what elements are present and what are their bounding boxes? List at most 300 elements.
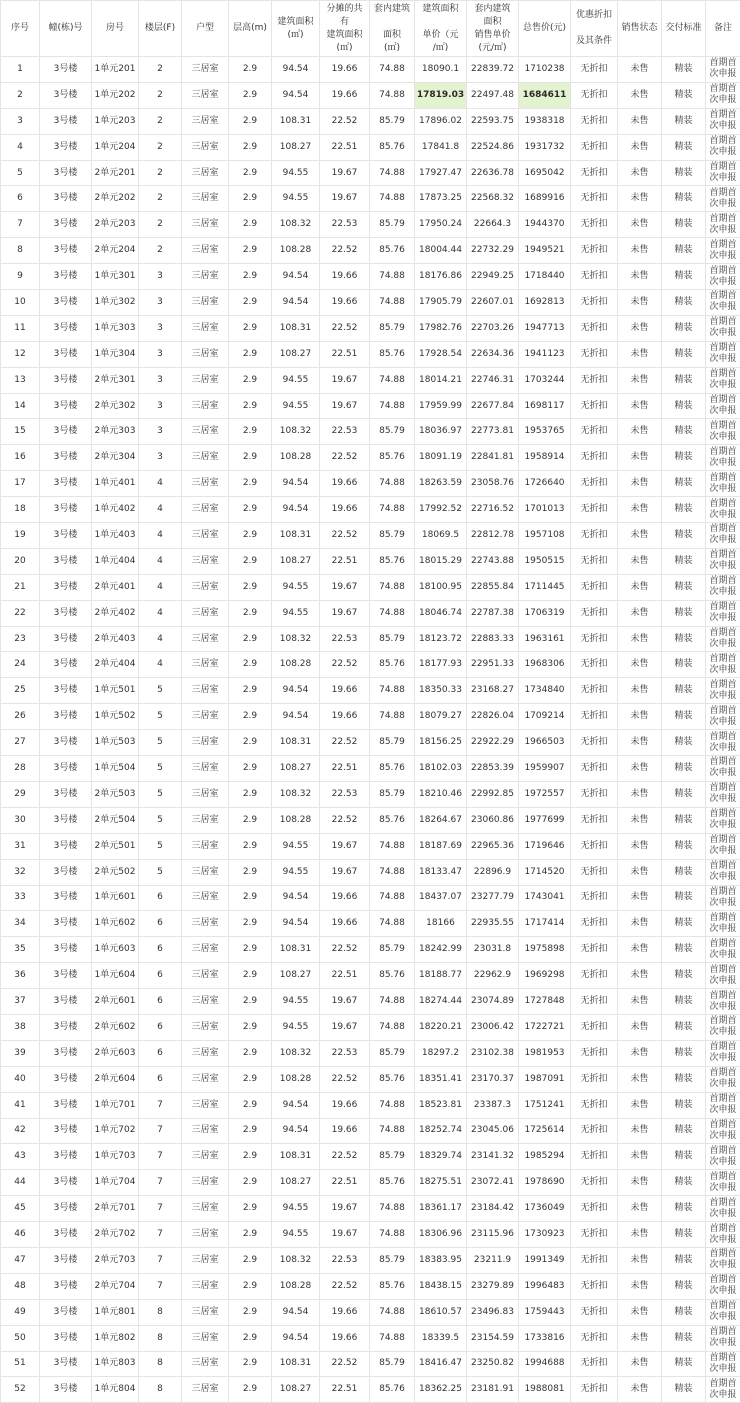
col-building-cell: 3号楼 (40, 807, 92, 833)
col-floor-cell: 2 (139, 212, 182, 238)
col-inner-unit-price-cell: 22746.31 (467, 367, 519, 393)
col-floor-height-cell: 2.9 (229, 1196, 272, 1222)
col-floor-cell: 5 (139, 807, 182, 833)
col-floor-cell: 3 (139, 393, 182, 419)
col-floor-cell: 7 (139, 1144, 182, 1170)
col-sale-status-cell: 未售 (618, 186, 662, 212)
col-floor-cell: 5 (139, 859, 182, 885)
col-shared-area-cell: 19.67 (320, 393, 370, 419)
col-delivery-cell: 精装 (662, 1273, 706, 1299)
col-remarks-cell: 首期首次申报 (706, 134, 740, 160)
col-gross-area-cell: 94.55 (272, 859, 320, 885)
col-shared-area-cell: 19.67 (320, 367, 370, 393)
col-total-price-cell: 1966503 (519, 730, 571, 756)
col-delivery-cell: 精装 (662, 315, 706, 341)
col-inner-area-cell: 85.76 (370, 1377, 415, 1403)
col-building-cell: 3号楼 (40, 186, 92, 212)
table-row (1, 1170, 740, 1196)
col-total-price-cell: 1701013 (519, 497, 571, 523)
col-shared-area-cell: 22.52 (320, 730, 370, 756)
col-floor-cell: 3 (139, 445, 182, 471)
table-row (1, 445, 740, 471)
col-sale-status-cell: 未售 (618, 704, 662, 730)
col-inner-unit-price-cell: 22524.86 (467, 134, 519, 160)
col-unit-price-cell: 17896.02 (415, 108, 467, 134)
col-shared-area-cell: 19.67 (320, 600, 370, 626)
col-gross-area-cell: 94.54 (272, 290, 320, 316)
header-row (1, 1, 740, 57)
col-inner-area-cell: 74.88 (370, 290, 415, 316)
col-shared-area-cell: 19.66 (320, 678, 370, 704)
col-remarks-cell: 首期首次申报 (706, 1092, 740, 1118)
col-floor-cell: 6 (139, 1066, 182, 1092)
col-discount-cell: 无折扣 (571, 807, 618, 833)
col-total-price-cell: 1698117 (519, 393, 571, 419)
col-unit-price-cell: 18252.74 (415, 1118, 467, 1144)
col-gross-area-cell: 94.55 (272, 367, 320, 393)
header-text: 分摊的共 (320, 3, 369, 16)
table-row (1, 160, 740, 186)
col-discount-cell: 无折扣 (571, 574, 618, 600)
col-remarks-cell: 首期首次申报 (706, 626, 740, 652)
col-delivery-cell: 精装 (662, 937, 706, 963)
col-floor-cell: 3 (139, 341, 182, 367)
col-layout-cell: 三居室 (182, 1247, 229, 1273)
col-gross-area-cell: 108.32 (272, 781, 320, 807)
col-inner-area-cell: 85.79 (370, 626, 415, 652)
col-remarks-cell: 首期首次申报 (706, 1222, 740, 1248)
col-inner-area-cell: 85.76 (370, 134, 415, 160)
col-sale-status-cell: 未售 (618, 1092, 662, 1118)
col-sale-status-cell: 未售 (618, 756, 662, 782)
col-remarks-cell: 首期首次申报 (706, 833, 740, 859)
col-inner-unit-price-cell: 22992.85 (467, 781, 519, 807)
col-layout-cell: 三居室 (182, 1325, 229, 1351)
col-gross-area-cell: 108.31 (272, 315, 320, 341)
table-row (1, 600, 740, 626)
col-shared-area-cell: 19.67 (320, 1196, 370, 1222)
col-total-price-cell: 1953765 (519, 419, 571, 445)
col-index-cell: 25 (1, 678, 40, 704)
col-inner-unit-price-cell: 22636.78 (467, 160, 519, 186)
col-floor-height-cell: 2.9 (229, 186, 272, 212)
col-index-cell: 36 (1, 963, 40, 989)
col-floor-height-cell: 2.9 (229, 781, 272, 807)
table-row (1, 367, 740, 393)
col-gross-area-cell: 94.54 (272, 1325, 320, 1351)
col-building-cell: 3号楼 (40, 1222, 92, 1248)
col-gross-area-cell: 94.55 (272, 600, 320, 626)
col-index-cell: 31 (1, 833, 40, 859)
col-floor-cell: 7 (139, 1196, 182, 1222)
col-gross-area-cell: 108.28 (272, 445, 320, 471)
col-layout-header (182, 1, 229, 57)
col-total-price-cell: 1736049 (519, 1196, 571, 1222)
col-remarks-cell: 首期首次申报 (706, 756, 740, 782)
col-total-price-cell: 1985294 (519, 1144, 571, 1170)
col-shared-area-cell: 22.52 (320, 523, 370, 549)
col-sale-status-cell: 未售 (618, 1196, 662, 1222)
col-unit-price-cell: 18123.72 (415, 626, 467, 652)
col-shared-area-cell: 19.67 (320, 160, 370, 186)
col-unit-price-cell: 17819.03 (415, 82, 467, 108)
col-delivery-cell: 精装 (662, 833, 706, 859)
col-floor-height-cell: 2.9 (229, 600, 272, 626)
col-layout-cell: 三居室 (182, 160, 229, 186)
col-index-cell: 18 (1, 497, 40, 523)
col-room-cell: 2单元601 (92, 989, 139, 1015)
table-row (1, 1118, 740, 1144)
col-delivery-cell: 精装 (662, 600, 706, 626)
col-inner-area-cell: 74.88 (370, 497, 415, 523)
col-discount-cell: 无折扣 (571, 1144, 618, 1170)
col-unit-price-cell: 18264.67 (415, 807, 467, 833)
col-discount-cell: 无折扣 (571, 833, 618, 859)
col-discount-cell: 无折扣 (571, 1325, 618, 1351)
col-unit-price-cell: 18014.21 (415, 367, 467, 393)
col-unit-price-cell: 18438.15 (415, 1273, 467, 1299)
col-sale-status-cell: 未售 (618, 1377, 662, 1403)
col-remarks-cell: 首期首次申报 (706, 367, 740, 393)
col-total-price-cell: 1996483 (519, 1273, 571, 1299)
col-sale-status-cell: 未售 (618, 989, 662, 1015)
col-discount-cell: 无折扣 (571, 1040, 618, 1066)
col-index-cell: 1 (1, 57, 40, 83)
col-floor-height-cell: 2.9 (229, 833, 272, 859)
col-remarks-cell: 首期首次申报 (706, 108, 740, 134)
col-total-price-cell: 1743041 (519, 885, 571, 911)
col-floor-height-cell: 2.9 (229, 574, 272, 600)
col-delivery-cell: 精装 (662, 1377, 706, 1403)
col-remarks-cell: 首期首次申报 (706, 1040, 740, 1066)
col-index-cell: 12 (1, 341, 40, 367)
col-gross-area-cell: 94.55 (272, 1014, 320, 1040)
col-floor-cell: 8 (139, 1325, 182, 1351)
col-unit-price-cell: 18133.47 (415, 859, 467, 885)
table-row (1, 1351, 740, 1377)
col-floor-cell: 7 (139, 1118, 182, 1144)
col-index-cell: 28 (1, 756, 40, 782)
col-floor-cell: 6 (139, 1040, 182, 1066)
col-delivery-cell: 精装 (662, 807, 706, 833)
col-inner-unit-price-cell: 22497.48 (467, 82, 519, 108)
col-sale-status-cell: 未售 (618, 315, 662, 341)
col-total-price-cell: 1706319 (519, 600, 571, 626)
col-index-cell: 39 (1, 1040, 40, 1066)
col-room-cell: 2单元503 (92, 781, 139, 807)
col-layout-cell: 三居室 (182, 445, 229, 471)
col-floor-height-cell: 2.9 (229, 1299, 272, 1325)
col-layout-cell: 三居室 (182, 756, 229, 782)
col-room-cell: 2单元402 (92, 600, 139, 626)
col-index-cell: 6 (1, 186, 40, 212)
col-floor-height-cell: 2.9 (229, 497, 272, 523)
col-room-cell: 1单元601 (92, 885, 139, 911)
col-floor-height-cell: 2.9 (229, 160, 272, 186)
col-sale-status-cell: 未售 (618, 1118, 662, 1144)
col-total-price-cell: 1963161 (519, 626, 571, 652)
col-building-cell: 3号楼 (40, 445, 92, 471)
col-total-price-cell: 1689916 (519, 186, 571, 212)
col-delivery-cell: 精装 (662, 1196, 706, 1222)
col-layout-cell: 三居室 (182, 82, 229, 108)
col-floor-cell: 2 (139, 134, 182, 160)
col-total-price-header (519, 1, 571, 57)
col-total-price-cell: 1684611 (519, 82, 571, 108)
col-floor-cell: 2 (139, 57, 182, 83)
table-body (1, 57, 740, 1403)
col-shared-area-cell: 22.52 (320, 445, 370, 471)
col-remarks-cell: 首期首次申报 (706, 859, 740, 885)
col-sale-status-cell: 未售 (618, 574, 662, 600)
col-building-cell: 3号楼 (40, 937, 92, 963)
col-total-price-cell: 1730923 (519, 1222, 571, 1248)
col-shared-area-cell: 19.67 (320, 186, 370, 212)
col-shared-area-cell: 22.51 (320, 1377, 370, 1403)
col-index-cell: 38 (1, 1014, 40, 1040)
col-floor-cell: 5 (139, 678, 182, 704)
table-row (1, 1377, 740, 1403)
col-inner-area-cell: 74.88 (370, 989, 415, 1015)
col-gross-area-cell: 94.54 (272, 57, 320, 83)
col-floor-height-cell: 2.9 (229, 471, 272, 497)
col-building-cell: 3号楼 (40, 419, 92, 445)
col-room-cell: 1单元301 (92, 264, 139, 290)
col-delivery-cell: 精装 (662, 523, 706, 549)
col-floor-height-cell: 2.9 (229, 108, 272, 134)
header-text: 有 (320, 16, 369, 29)
col-unit-price-cell: 18079.27 (415, 704, 467, 730)
col-inner-unit-price-cell: 22922.29 (467, 730, 519, 756)
col-inner-area-cell: 85.76 (370, 756, 415, 782)
col-shared-area-cell: 22.53 (320, 626, 370, 652)
col-inner-area-cell: 85.76 (370, 963, 415, 989)
col-delivery-cell: 精装 (662, 1299, 706, 1325)
col-remarks-cell: 首期首次申报 (706, 419, 740, 445)
col-discount-cell: 无折扣 (571, 1014, 618, 1040)
col-remarks-cell: 首期首次申报 (706, 1377, 740, 1403)
col-inner-unit-price-cell: 23170.37 (467, 1066, 519, 1092)
col-gross-area-cell: 108.27 (272, 134, 320, 160)
col-layout-cell: 三居室 (182, 1299, 229, 1325)
col-inner-unit-price-cell: 23154.59 (467, 1325, 519, 1351)
col-delivery-cell: 精装 (662, 548, 706, 574)
col-layout-cell: 三居室 (182, 600, 229, 626)
col-floor-cell: 3 (139, 290, 182, 316)
col-shared-area-cell: 22.52 (320, 1066, 370, 1092)
col-sale-status-cell: 未售 (618, 781, 662, 807)
col-total-price-cell: 1994688 (519, 1351, 571, 1377)
col-floor-cell: 4 (139, 471, 182, 497)
col-inner-area-cell: 85.79 (370, 1144, 415, 1170)
col-layout-cell: 三居室 (182, 833, 229, 859)
col-sale-status-cell: 未售 (618, 1351, 662, 1377)
col-remarks-cell: 首期首次申报 (706, 393, 740, 419)
col-delivery-cell: 精装 (662, 290, 706, 316)
table-row (1, 730, 740, 756)
col-floor-cell: 7 (139, 1170, 182, 1196)
header-text: 优惠折扣 (571, 9, 617, 22)
col-room-cell: 1单元304 (92, 341, 139, 367)
col-layout-cell: 三居室 (182, 1170, 229, 1196)
col-floor-height-cell: 2.9 (229, 626, 272, 652)
col-shared-area-cell: 19.66 (320, 1118, 370, 1144)
col-floor-cell: 5 (139, 756, 182, 782)
col-shared-area-cell: 19.66 (320, 82, 370, 108)
col-floor-header (139, 1, 182, 57)
col-inner-unit-price-cell: 23074.89 (467, 989, 519, 1015)
col-building-cell: 3号楼 (40, 1299, 92, 1325)
col-index-cell: 21 (1, 574, 40, 600)
col-layout-cell: 三居室 (182, 574, 229, 600)
col-floor-height-cell: 2.9 (229, 885, 272, 911)
col-room-cell: 2单元204 (92, 238, 139, 264)
col-inner-unit-price-cell: 22962.9 (467, 963, 519, 989)
col-gross-area-cell: 94.55 (272, 1196, 320, 1222)
col-index-cell: 19 (1, 523, 40, 549)
col-gross-area-cell: 94.55 (272, 833, 320, 859)
col-discount-cell: 无折扣 (571, 264, 618, 290)
col-discount-cell: 无折扣 (571, 730, 618, 756)
col-index-cell: 7 (1, 212, 40, 238)
col-discount-cell: 无折扣 (571, 393, 618, 419)
col-sale-status-cell: 未售 (618, 885, 662, 911)
col-building-cell: 3号楼 (40, 833, 92, 859)
col-gross-area-cell: 108.32 (272, 1247, 320, 1273)
col-inner-unit-price-cell: 22826.04 (467, 704, 519, 730)
col-layout-cell: 三居室 (182, 1092, 229, 1118)
col-layout-cell: 三居室 (182, 471, 229, 497)
col-inner-unit-price-cell: 22883.33 (467, 626, 519, 652)
col-unit-price-cell: 18339.5 (415, 1325, 467, 1351)
col-sale-status-cell: 未售 (618, 471, 662, 497)
col-inner-area-cell: 85.76 (370, 807, 415, 833)
col-delivery-cell: 精装 (662, 367, 706, 393)
table-row (1, 290, 740, 316)
col-layout-cell: 三居室 (182, 678, 229, 704)
col-layout-cell: 三居室 (182, 1273, 229, 1299)
col-inner-area-cell: 74.88 (370, 1222, 415, 1248)
col-inner-area-cell: 74.88 (370, 160, 415, 186)
col-inner-area-cell: 74.88 (370, 678, 415, 704)
col-shared-area-cell: 22.51 (320, 1170, 370, 1196)
col-remarks-cell: 首期首次申报 (706, 1170, 740, 1196)
col-room-cell: 1单元802 (92, 1325, 139, 1351)
col-shared-area-cell: 19.66 (320, 885, 370, 911)
col-room-cell: 1单元402 (92, 497, 139, 523)
col-sale-status-cell: 未售 (618, 393, 662, 419)
col-building-cell: 3号楼 (40, 678, 92, 704)
col-unit-price-cell: 18015.29 (415, 548, 467, 574)
col-inner-unit-price-cell: 23006.42 (467, 1014, 519, 1040)
col-delivery-cell: 精装 (662, 471, 706, 497)
col-delivery-cell: 精装 (662, 497, 706, 523)
col-discount-cell: 无折扣 (571, 290, 618, 316)
col-building-cell: 3号楼 (40, 290, 92, 316)
col-layout-cell: 三居室 (182, 911, 229, 937)
col-delivery-cell: 精装 (662, 212, 706, 238)
col-room-cell: 1单元502 (92, 704, 139, 730)
col-room-cell: 1单元504 (92, 756, 139, 782)
col-gross-area-cell: 94.54 (272, 264, 320, 290)
col-layout-cell: 三居室 (182, 419, 229, 445)
col-floor-cell: 4 (139, 497, 182, 523)
col-total-price-cell: 1975898 (519, 937, 571, 963)
col-delivery-cell: 精装 (662, 1014, 706, 1040)
col-discount-cell: 无折扣 (571, 212, 618, 238)
col-inner-unit-price-cell: 23250.82 (467, 1351, 519, 1377)
col-remarks-cell: 首期首次申报 (706, 1299, 740, 1325)
col-layout-cell: 三居室 (182, 626, 229, 652)
table-row (1, 1222, 740, 1248)
header-text: 建筑面积 (415, 3, 466, 16)
col-inner-unit-price-cell: 23058.76 (467, 471, 519, 497)
col-sale-status-cell: 未售 (618, 1325, 662, 1351)
header-text: 楼层(F) (139, 22, 181, 35)
col-unit-price-cell: 17905.79 (415, 290, 467, 316)
col-discount-cell: 无折扣 (571, 1196, 618, 1222)
table-row (1, 419, 740, 445)
col-inner-unit-price-cell: 23060.86 (467, 807, 519, 833)
col-unit-price-cell: 17992.52 (415, 497, 467, 523)
col-gross-area-cell: 94.54 (272, 911, 320, 937)
col-room-cell: 2单元203 (92, 212, 139, 238)
col-building-cell: 3号楼 (40, 264, 92, 290)
col-unit-price-cell: 18329.74 (415, 1144, 467, 1170)
col-sale-status-cell: 未售 (618, 419, 662, 445)
col-remarks-cell: 首期首次申报 (706, 1066, 740, 1092)
col-remarks-cell: 首期首次申报 (706, 937, 740, 963)
col-inner-area-cell: 85.76 (370, 445, 415, 471)
col-discount-cell: 无折扣 (571, 315, 618, 341)
col-room-cell: 1单元204 (92, 134, 139, 160)
col-sale-status-cell: 未售 (618, 652, 662, 678)
col-total-price-cell: 1938318 (519, 108, 571, 134)
col-inner-area-cell: 85.76 (370, 548, 415, 574)
col-inner-area-cell: 85.79 (370, 1247, 415, 1273)
col-discount-cell: 无折扣 (571, 1066, 618, 1092)
col-floor-height-cell: 2.9 (229, 989, 272, 1015)
col-remarks-cell: 首期首次申报 (706, 574, 740, 600)
col-inner-unit-price-cell: 23031.8 (467, 937, 519, 963)
col-index-cell: 43 (1, 1144, 40, 1170)
col-inner-unit-price-cell: 22853.39 (467, 756, 519, 782)
col-unit-price-cell: 18069.5 (415, 523, 467, 549)
col-layout-cell: 三居室 (182, 393, 229, 419)
col-shared-area-cell: 22.52 (320, 1273, 370, 1299)
col-index-cell: 49 (1, 1299, 40, 1325)
col-total-price-cell: 1981953 (519, 1040, 571, 1066)
col-inner-area-cell: 85.76 (370, 1170, 415, 1196)
col-inner-area-cell: 74.88 (370, 82, 415, 108)
col-inner-area-cell: 74.88 (370, 57, 415, 83)
col-remarks-cell: 首期首次申报 (706, 160, 740, 186)
col-gross-area-cell: 94.55 (272, 574, 320, 600)
col-shared-area-header (320, 1, 370, 57)
col-building-cell: 3号楼 (40, 497, 92, 523)
col-total-price-cell: 1931732 (519, 134, 571, 160)
col-floor-cell: 4 (139, 574, 182, 600)
col-discount-cell: 无折扣 (571, 445, 618, 471)
col-unit-price-cell: 18351.41 (415, 1066, 467, 1092)
col-index-cell: 46 (1, 1222, 40, 1248)
col-remarks-cell: 首期首次申报 (706, 963, 740, 989)
col-floor-height-cell: 2.9 (229, 730, 272, 756)
col-inner-area-cell: 85.79 (370, 937, 415, 963)
col-shared-area-cell: 22.52 (320, 108, 370, 134)
col-gross-area-cell: 108.27 (272, 963, 320, 989)
col-remarks-cell: 首期首次申报 (706, 315, 740, 341)
